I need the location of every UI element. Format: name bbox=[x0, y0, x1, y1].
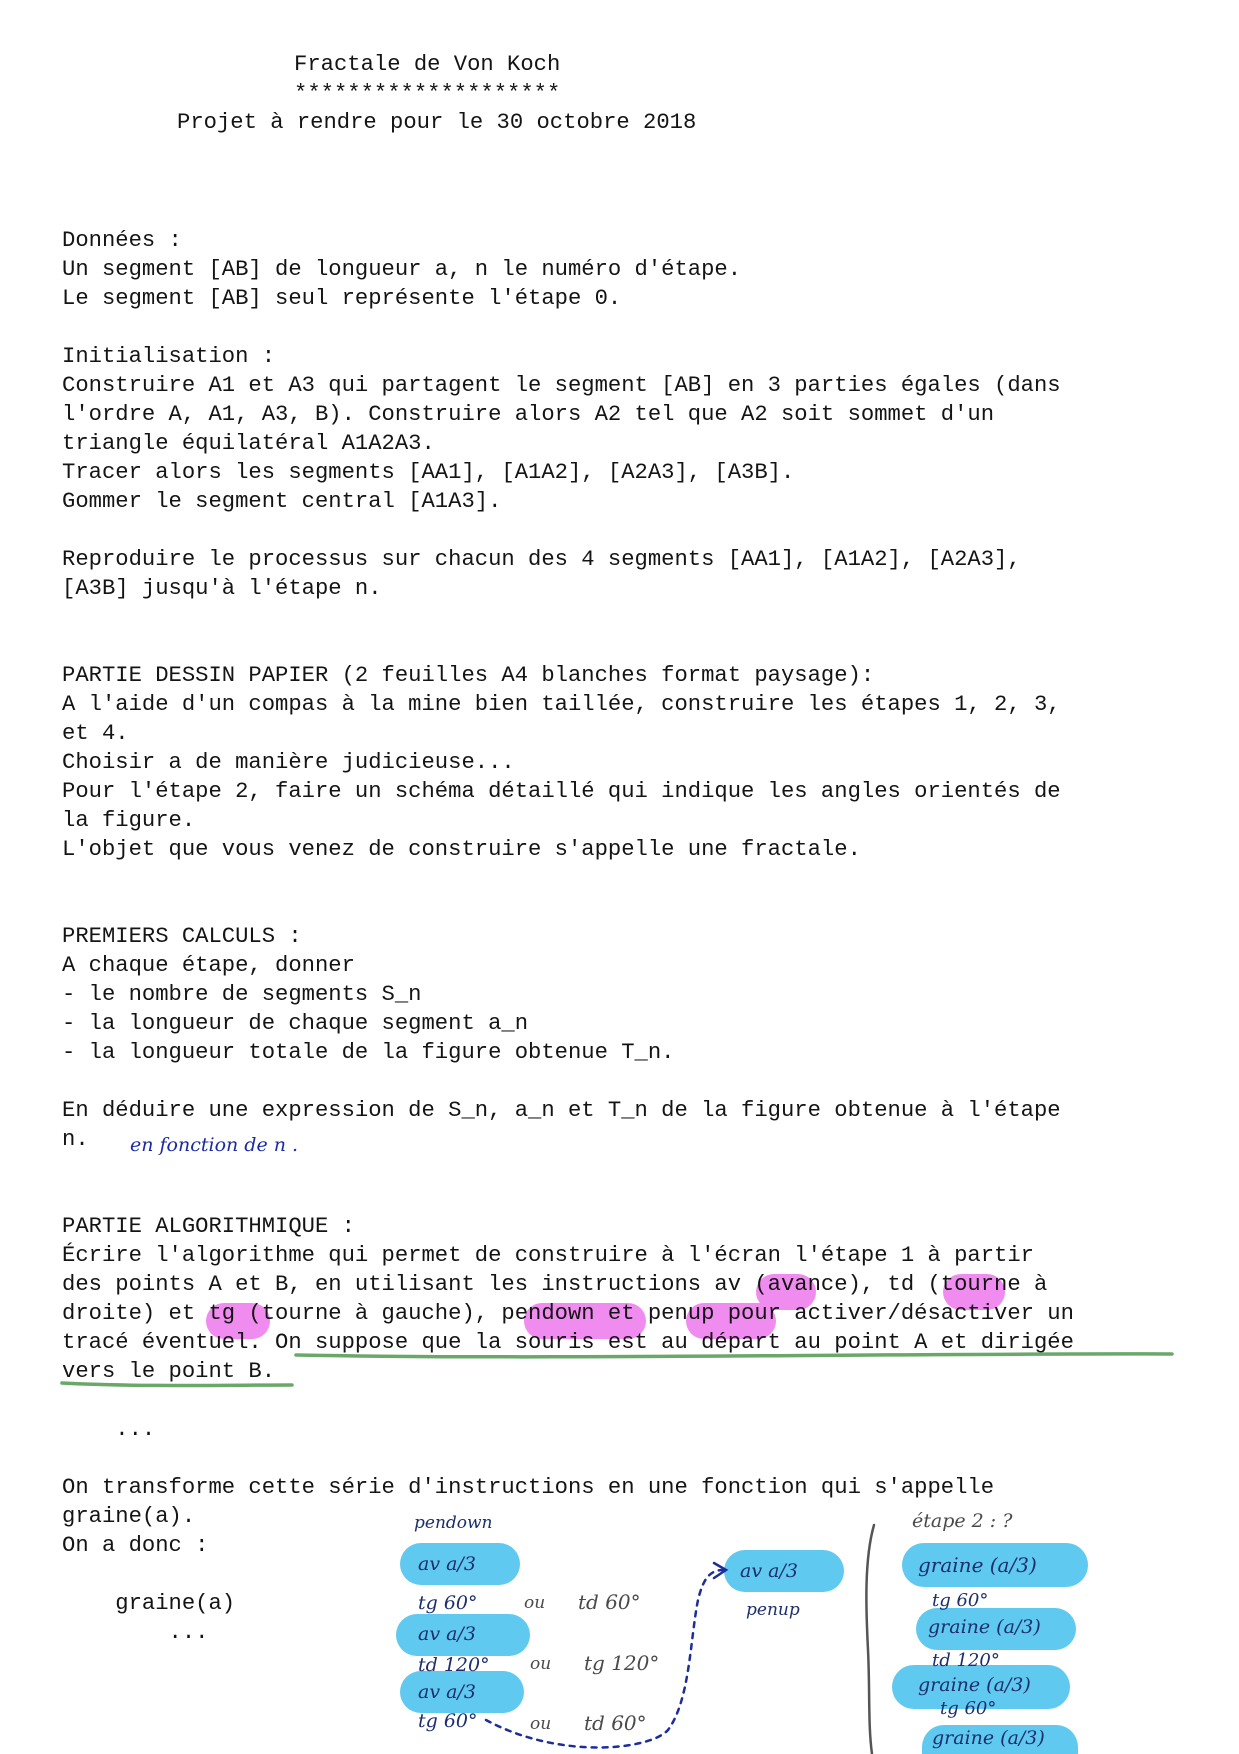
hand-ou-2: ou bbox=[530, 1654, 552, 1674]
hand-alt-3: td 60° bbox=[584, 1711, 647, 1735]
body-line: l'ordre A, A1, A3, B). Construire alors A2 tel que A2 soit sommet d'un bbox=[62, 402, 995, 427]
hand-left-2: tg 60° bbox=[418, 1592, 478, 1614]
body-line: - la longueur de chaque segment a_n bbox=[62, 1011, 529, 1036]
hand-graine-2: tg 60° bbox=[932, 1590, 989, 1611]
body-line: la figure. bbox=[62, 808, 196, 833]
bracket-divider bbox=[866, 1525, 874, 1754]
body-line: On a donc : bbox=[62, 1533, 209, 1558]
body-line: droite) et tg (tourne à gauche), pendown et penup pour activer/désactiver un bbox=[62, 1301, 1074, 1326]
body-line: On transforme cette série d'instructions en une fonction qui s'appelle bbox=[62, 1475, 995, 1500]
hand-graine-6: tg 60° bbox=[940, 1698, 997, 1719]
body-line: L'objet que vous venez de construire s'appelle une fractale. bbox=[62, 837, 861, 862]
body-line: tracé éventuel. On suppose que la souris est au départ au point A et dirigée bbox=[62, 1330, 1074, 1355]
body-line: Un segment [AB] de longueur a, n le numéro d'étape. bbox=[62, 257, 742, 282]
body-line: A chaque étape, donner bbox=[62, 953, 355, 978]
green-underline-2 bbox=[62, 1383, 292, 1386]
body-line: Le segment [AB] seul représente l'étape 0. bbox=[62, 286, 622, 311]
body-line: triangle équilatéral A1A2A3. bbox=[62, 431, 435, 456]
hand-alt-1: td 60° bbox=[578, 1590, 641, 1614]
annotation-pendown: pendown bbox=[414, 1513, 493, 1533]
body-line: Initialisation : bbox=[62, 344, 276, 369]
hand-graine-1: graine (a/3) bbox=[918, 1553, 1037, 1577]
hand-left-1: av a/3 bbox=[418, 1553, 476, 1575]
body-line: Écrire l'algorithme qui permet de construire à l'écran l'étape 1 à partir bbox=[62, 1243, 1034, 1268]
annotation-en-fonction: en fonction de n . bbox=[130, 1134, 299, 1156]
body-line: [A3B] jusqu'à l'étape n. bbox=[62, 576, 382, 601]
document-title: Fractale de Von Koch bbox=[294, 52, 561, 77]
body-line: vers le point B. bbox=[62, 1359, 276, 1384]
annotation-etape-2: étape 2 : ? bbox=[912, 1510, 1013, 1532]
hand-graine-7: graine (a/3) bbox=[932, 1727, 1045, 1749]
due-date-line: Projet à rendre pour le 30 octobre 2018 bbox=[177, 110, 697, 135]
hand-left-5: av a/3 bbox=[418, 1681, 476, 1703]
body-line: Choisir a de manière judicieuse... bbox=[62, 750, 515, 775]
body-line: n. bbox=[62, 1127, 89, 1152]
body-line: des points A et B, en utilisant les instructions av (avance), td (tourne à bbox=[62, 1272, 1048, 1297]
body-line: Tracer alors les segments [AA1], [A1A2], [A2A3], [A3B]. bbox=[62, 460, 795, 485]
body-line: PARTIE ALGORITHMIQUE : bbox=[62, 1214, 355, 1239]
hand-graine-4: td 120° bbox=[932, 1650, 1000, 1671]
hand-right-av: av a/3 bbox=[740, 1560, 798, 1582]
body-line: graine(a) bbox=[62, 1591, 236, 1616]
hand-left-3: av a/3 bbox=[418, 1623, 476, 1645]
title-stars: ******************** bbox=[294, 81, 561, 106]
body-line: En déduire une expression de S_n, a_n et T_n de la figure obtenue à l'étape bbox=[62, 1098, 1061, 1123]
body-line: Reproduire le processus sur chacun des 4 segments [AA1], [A1A2], [A2A3], bbox=[62, 547, 1021, 572]
body-line: A l'aide d'un compas à la mine bien taillée, construire les étapes 1, 2, 3, bbox=[62, 692, 1061, 717]
hand-ou-1: ou bbox=[524, 1593, 546, 1613]
hand-penup: penup bbox=[746, 1600, 800, 1620]
body-line: - le nombre de segments S_n bbox=[62, 982, 422, 1007]
body-line: PREMIERS CALCULS : bbox=[62, 924, 302, 949]
body-line: Gommer le segment central [A1A3]. bbox=[62, 489, 502, 514]
hand-ou-3: ou bbox=[530, 1714, 552, 1734]
hand-graine-3: graine (a/3) bbox=[928, 1616, 1041, 1638]
body-line: Pour l'étape 2, faire un schéma détaillé qui indique les angles orientés de bbox=[62, 779, 1061, 804]
green-underline-1 bbox=[296, 1354, 1172, 1357]
body-line: ... bbox=[62, 1620, 209, 1645]
hand-alt-2: tg 120° bbox=[584, 1651, 660, 1675]
body-line: Construire A1 et A3 qui partagent le segment [AB] en 3 parties égales (dans bbox=[62, 373, 1061, 398]
hand-graine-5: graine (a/3) bbox=[918, 1674, 1031, 1696]
body-line: graine(a). bbox=[62, 1504, 196, 1529]
body-line: Données : bbox=[62, 228, 182, 253]
hand-left-4: td 120° bbox=[418, 1654, 490, 1676]
body-line: et 4. bbox=[62, 721, 129, 746]
body-line: PARTIE DESSIN PAPIER (2 feuilles A4 blanches format paysage): bbox=[62, 663, 875, 688]
body-line: - la longueur totale de la figure obtenue T_n. bbox=[62, 1040, 675, 1065]
body-line: ... bbox=[62, 1417, 156, 1442]
hand-left-6: tg 60° bbox=[418, 1710, 478, 1732]
